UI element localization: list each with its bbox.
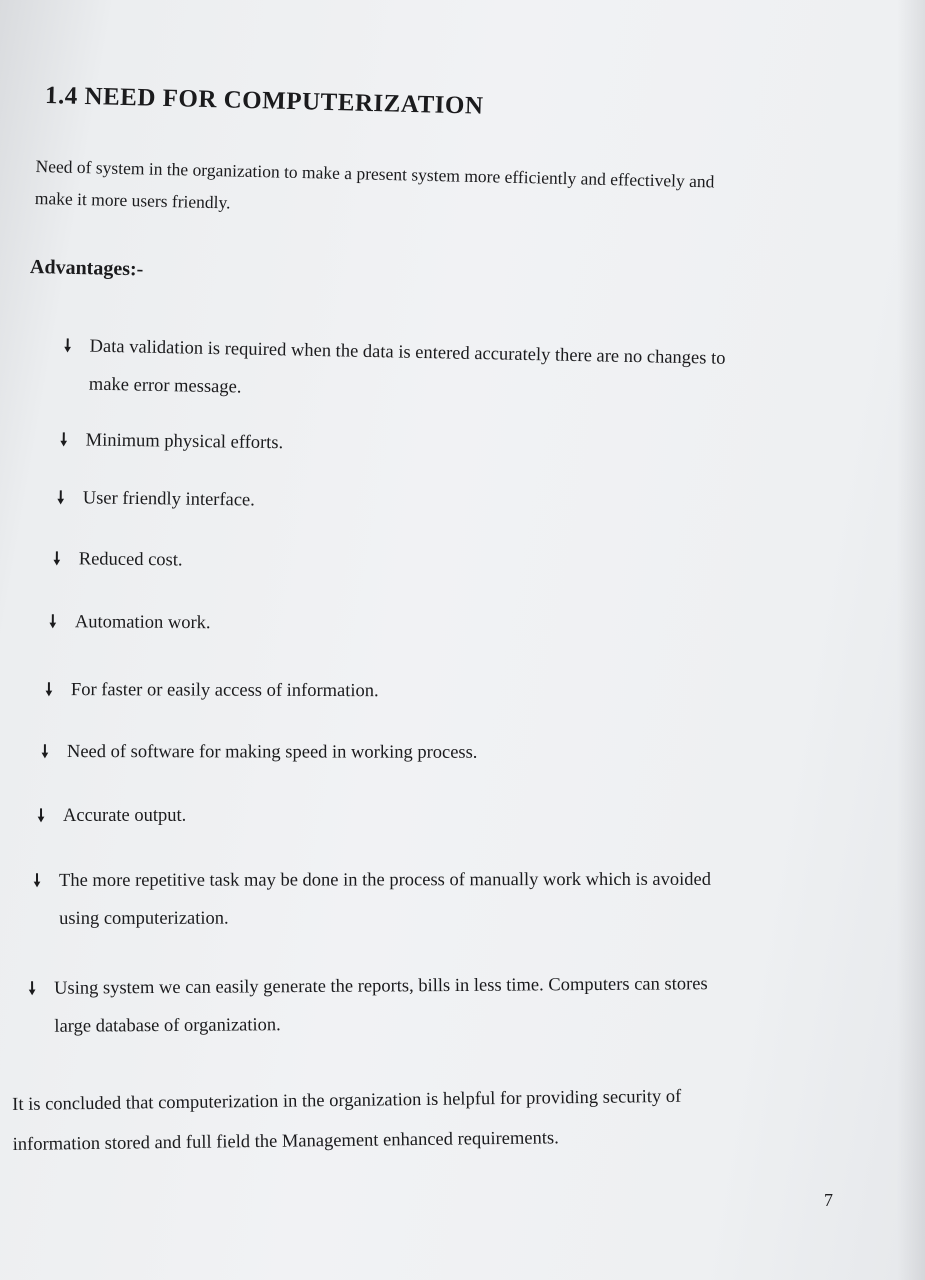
advantage-text-continued: make error message.: [88, 374, 242, 398]
advantage-text: Accurate output.: [63, 806, 187, 826]
advantage-text: Data validation is required when the data is entered accurately there are no changes to: [89, 336, 726, 369]
advantage-item: [43, 603, 211, 642]
down-arrow-bullet-icon: 🠗: [63, 336, 72, 356]
intro-line-1: Need of system in the organization to make a present system more efficiently and effectively and: [35, 155, 715, 192]
advantage-item: [53, 421, 283, 462]
advantage-text-continued: using computerization.: [59, 908, 229, 929]
advantage-text: Using system we can easily generate the reports, bills in less time. Computers can stores: [54, 974, 708, 999]
down-arrow-bullet-icon: 🠗: [41, 742, 49, 762]
advantage-text: Minimum physical efforts.: [85, 430, 284, 454]
conclusion-line-1: It is concluded that computerization in the organization is helpful for providing security of: [12, 1086, 682, 1115]
down-arrow-bullet-icon: 🠗: [45, 680, 53, 700]
advantage-item: [57, 327, 726, 416]
advantages-heading: Advantages:-: [29, 256, 144, 281]
advantage-item: [47, 540, 183, 579]
conclusion-paragraph: [12, 1075, 843, 1165]
down-arrow-bullet-icon: 🠗: [49, 612, 57, 632]
advantage-text: User friendly interface.: [82, 488, 255, 511]
down-arrow-bullet-icon: 🠗: [33, 870, 41, 890]
advantage-text-continued: large database of organization.: [54, 1015, 281, 1037]
advantage-item: [22, 965, 708, 1046]
down-arrow-bullet-icon: 🠗: [59, 430, 68, 450]
advantage-item: [39, 671, 379, 710]
page-number: 7: [824, 1190, 833, 1210]
section-heading: 1.4 NEED FOR COMPUTERIZATION: [44, 82, 484, 120]
advantage-text: Need of software for making speed in working process.: [66, 742, 478, 763]
down-arrow-bullet-icon: 🠗: [57, 488, 65, 508]
advantage-item: [51, 479, 256, 519]
conclusion-line-2: information stored and full field the Management enhanced requirements.: [12, 1128, 559, 1155]
down-arrow-bullet-icon: 🠗: [37, 806, 45, 825]
advantage-text: For faster or easily access of information.: [70, 680, 379, 702]
intro-paragraph: [35, 150, 816, 232]
advantage-text: Automation work.: [74, 612, 211, 634]
advantage-text: Reduced cost.: [78, 549, 183, 571]
down-arrow-bullet-icon: 🠗: [28, 978, 36, 998]
down-arrow-bullet-icon: 🠗: [53, 549, 61, 569]
advantage-item: [27, 861, 711, 938]
intro-line-2: make it more users friendly.: [34, 187, 231, 213]
advantage-item: [35, 733, 478, 772]
advantage-item: [31, 797, 186, 835]
advantage-text: The more repetitive task may be done in the process of manually work which is avoided: [59, 869, 711, 891]
